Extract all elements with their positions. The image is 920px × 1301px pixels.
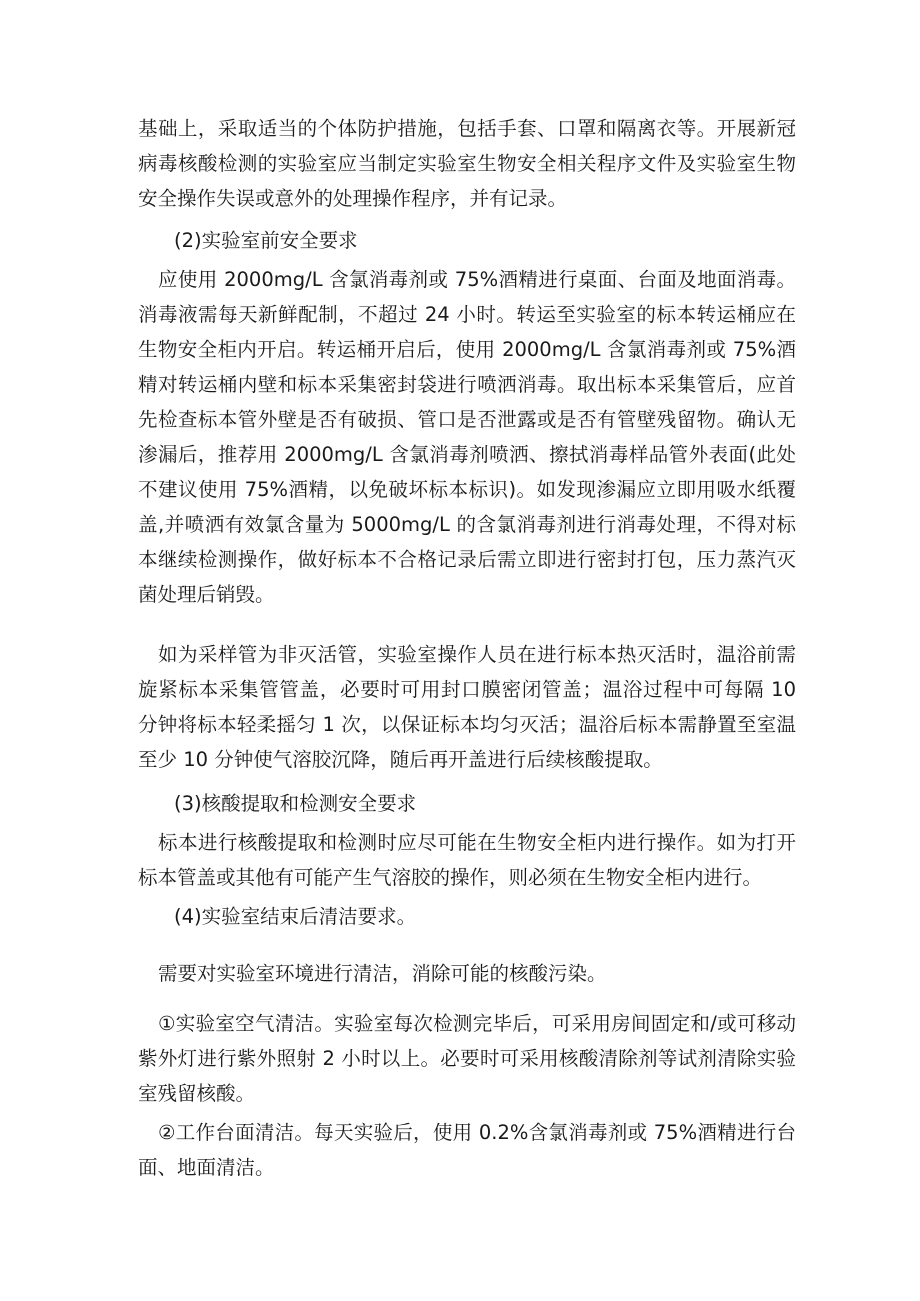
- paragraph-text: 基础上，采取适当的个体防护措施，包括手套、口罩和隔离衣等。开展新冠病毒核酸检测的实验室应当制定实验室生物安全相关程序文件及实验室生物安全操作失误或意外的处理操作程序，并有记录。: [138, 117, 796, 210]
- paragraph-disinfection: [138, 262, 796, 612]
- paragraph-extraction: [138, 825, 796, 895]
- paragraph-text: ②工作台面清洁。每天实验后，使用 0.2%含氯消毒剂或 75%酒精进行台面、地面清洁。: [138, 1121, 796, 1179]
- paragraph-heat-inactivation: [138, 637, 796, 777]
- heading-pre-lab-safety: [138, 223, 796, 258]
- paragraph-personal-protection: [138, 111, 796, 216]
- paragraph-text: 需要对实验室环境进行清洁，消除可能的核酸污染。: [158, 962, 607, 985]
- paragraph-text: 应使用 2000mg/L 含氯消毒剂或 75%酒精进行桌面、台面及地面消毒。消毒液需每天新鲜配制，不超过 24 小时。转运至实验室的标本转运桶应在生物安全柜内开启。转运桶开启后，使用 2000mg/L 含氯消毒剂或 75%酒精对转运桶内壁和标本采集密封袋进行喷洒消毒。取出标本采集管后，应首先检查标本管外壁是否有破损、管口是否泄露或是否有管壁残留物。确认无渗漏后，推荐用 2000mg/L 含氯消毒剂喷洒、擦拭消毒样品管外表面(此处不建议使用 75%酒精，以免破坏标本标识)。如发现渗漏应立即用吸水纸覆盖,并喷洒有效氯含量为 5000mg/L 的含氯消毒剂进行消毒处理，不得对标本继续检测操作，做好标本不合格记录后需立即进行密封打包，压力蒸汽灭菌处理后销毁。: [138, 268, 796, 606]
- paragraph-text: 如为采样管为非灭活管，实验室操作人员在进行标本热灭活时，温浴前需旋紧标本采集管管盖，必要时可用封口膜密闭管盖；温浴过程中可每隔 10 分钟将标本轻柔摇匀 1 次，以保证标本均匀灭活；温浴后标本需静置至室温至少 10 分钟使气溶胶沉降，随后再开盖进行后续核酸提取。: [138, 643, 796, 771]
- heading-text: (3)核酸提取和检测安全要求: [174, 792, 417, 815]
- paragraph-air-cleaning: [138, 1006, 796, 1111]
- heading-text: (4)实验室结束后清洁要求。: [174, 905, 417, 928]
- heading-cleanup: [138, 899, 796, 934]
- heading-text: (2)实验室前安全要求: [174, 229, 358, 252]
- heading-extraction-safety: [138, 786, 796, 821]
- paragraph-surface-cleaning: [138, 1115, 796, 1185]
- paragraph-cleanup-intro: [138, 956, 796, 991]
- paragraph-text: ①实验室空气清洁。实验室每次检测完毕后，可采用房间固定和/或可移动紫外灯进行紫外照射 2 小时以上。必要时可采用核酸清除剂等试剂清除实验室残留核酸。: [138, 1012, 796, 1105]
- paragraph-text: 标本进行核酸提取和检测时应尽可能在生物安全柜内进行操作。如为打开标本管盖或其他有可能产生气溶胶的操作，则必须在生物安全柜内进行。: [138, 831, 796, 889]
